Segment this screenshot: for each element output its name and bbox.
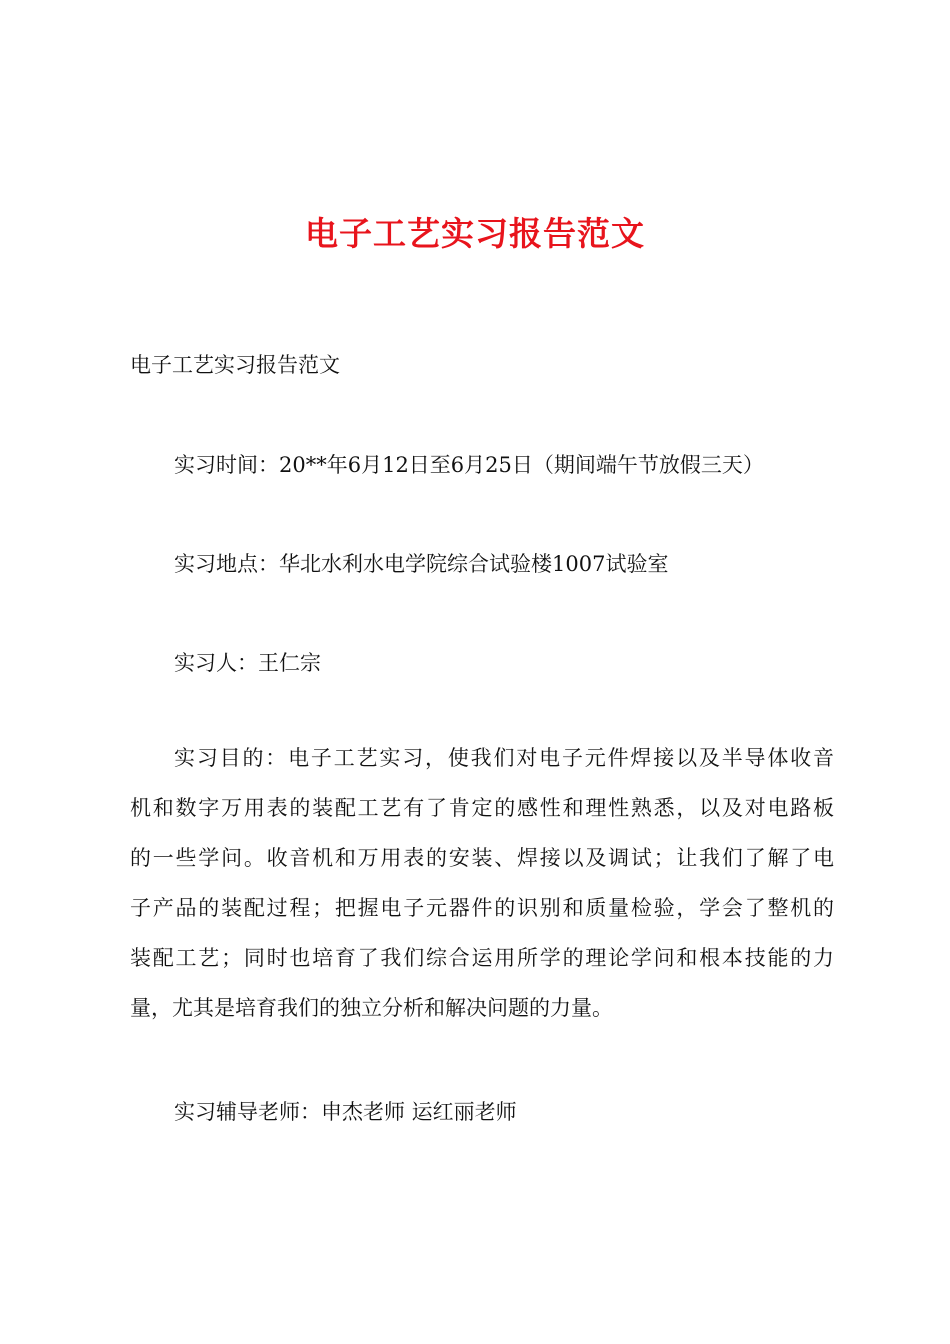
- document-title: 电子工艺实习报告范文: [305, 214, 645, 253]
- purpose-line: 装配工艺；同时也培育了我们综合运用所学的理论学问和根本技能的力: [130, 946, 834, 970]
- purpose-line: 机和数字万用表的装配工艺有了肯定的感性和理性熟悉，以及对电路板: [130, 796, 834, 820]
- document-subtitle: 电子工艺实习报告范文: [130, 353, 340, 377]
- internship-location: 实习地点：华北水利水电学院综合试验楼1007试验室: [174, 552, 669, 576]
- internship-time: 实习时间：20**年6月12日至6月25日（期间端午节放假三天）: [174, 453, 764, 477]
- internship-person: 实习人：王仁宗: [174, 651, 321, 675]
- purpose-line: 的一些学问。收音机和万用表的安装、焊接以及调试；让我们了解了电: [130, 846, 834, 870]
- purpose-line: 实习目的：电子工艺实习，使我们对电子元件焊接以及半导体收音: [174, 746, 834, 770]
- internship-purpose-paragraph: [130, 743, 834, 1043]
- internship-teachers: 实习辅导老师：申杰老师 运红丽老师: [174, 1100, 517, 1124]
- purpose-line: 量，尤其是培育我们的独立分析和解决问题的力量。: [130, 996, 613, 1020]
- purpose-line: 子产品的装配过程；把握电子元器件的识别和质量检验，学会了整机的: [130, 896, 834, 920]
